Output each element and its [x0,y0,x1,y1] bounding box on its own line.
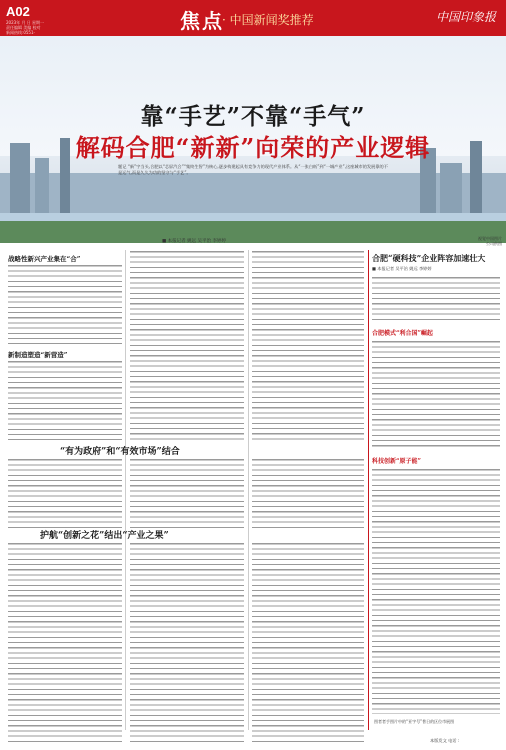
body-text [372,340,500,450]
column-divider [125,250,126,730]
sidebar-title: 合肥“硬科技”企业阵容加速壮大 [372,253,486,263]
body-text [8,360,122,440]
body-text [130,458,244,528]
headline-line1: 靠“手艺”不靠“手气” [140,103,366,130]
body-text [252,458,364,528]
sidebar-section-heading: 科技创新“原子能” [372,458,421,465]
section-title: 焦点 [180,9,224,33]
section-heading: 战略性新兴产业集在“合” [8,255,81,263]
image-caption: 图者者手图片中的“亚字号”普日的区位市展图 [374,719,455,724]
body-text [130,250,244,440]
section-subtitle: · 中国新闻奖推荐 [222,13,314,27]
page-header [0,0,506,36]
hero-banner [0,36,506,246]
byline: ■ 本报记者 姚远 吴平治 李婷婷 [162,239,226,244]
column-divider [248,250,249,730]
body-text [8,264,122,344]
issue-info: 2023年 月 日 星期一 责任编辑 美编 校对 新闻热线:0551- [6,20,44,35]
body-text [252,250,364,440]
body-text [8,458,122,528]
body-text [252,542,364,742]
photo-credit: 视觉中国图片 公司供图 [478,236,502,246]
sidebar-section-heading: 合肥模式“利合国”崛起 [372,330,433,337]
headline-line2: 解码合肥“新新”向荣的产业逻辑 [75,133,431,162]
body-text [130,542,244,742]
page-number: A02 [6,4,30,19]
sidebar-byline: ■ 本报记者 吴平治 姚远 李婷婷 [372,266,432,271]
newspaper-brand: 中国印象报 [435,10,496,24]
section-heading: 护航“创新之花”结出“产业之果” [40,531,169,541]
column-divider [368,250,369,730]
body-text [372,468,500,714]
body-text [372,276,500,324]
contact-line: 本版发文 电话 : [430,738,460,743]
section-heading: 新制造塑造“新营造” [8,351,68,359]
lead-paragraph: 题记 “新”字当头,合肥以“芯屏汽合”“集终生智”为核心,逐步构建起具有竞争力的现代产业体系。从“一张白纸”到“一城产业”,这座城市的发展靠的不是运气,而是久久为功的坚守与“手艺”。 [118,164,388,175]
body-text [8,542,122,742]
section-heading: “有为政府”和“有效市场”结合 [60,447,180,457]
